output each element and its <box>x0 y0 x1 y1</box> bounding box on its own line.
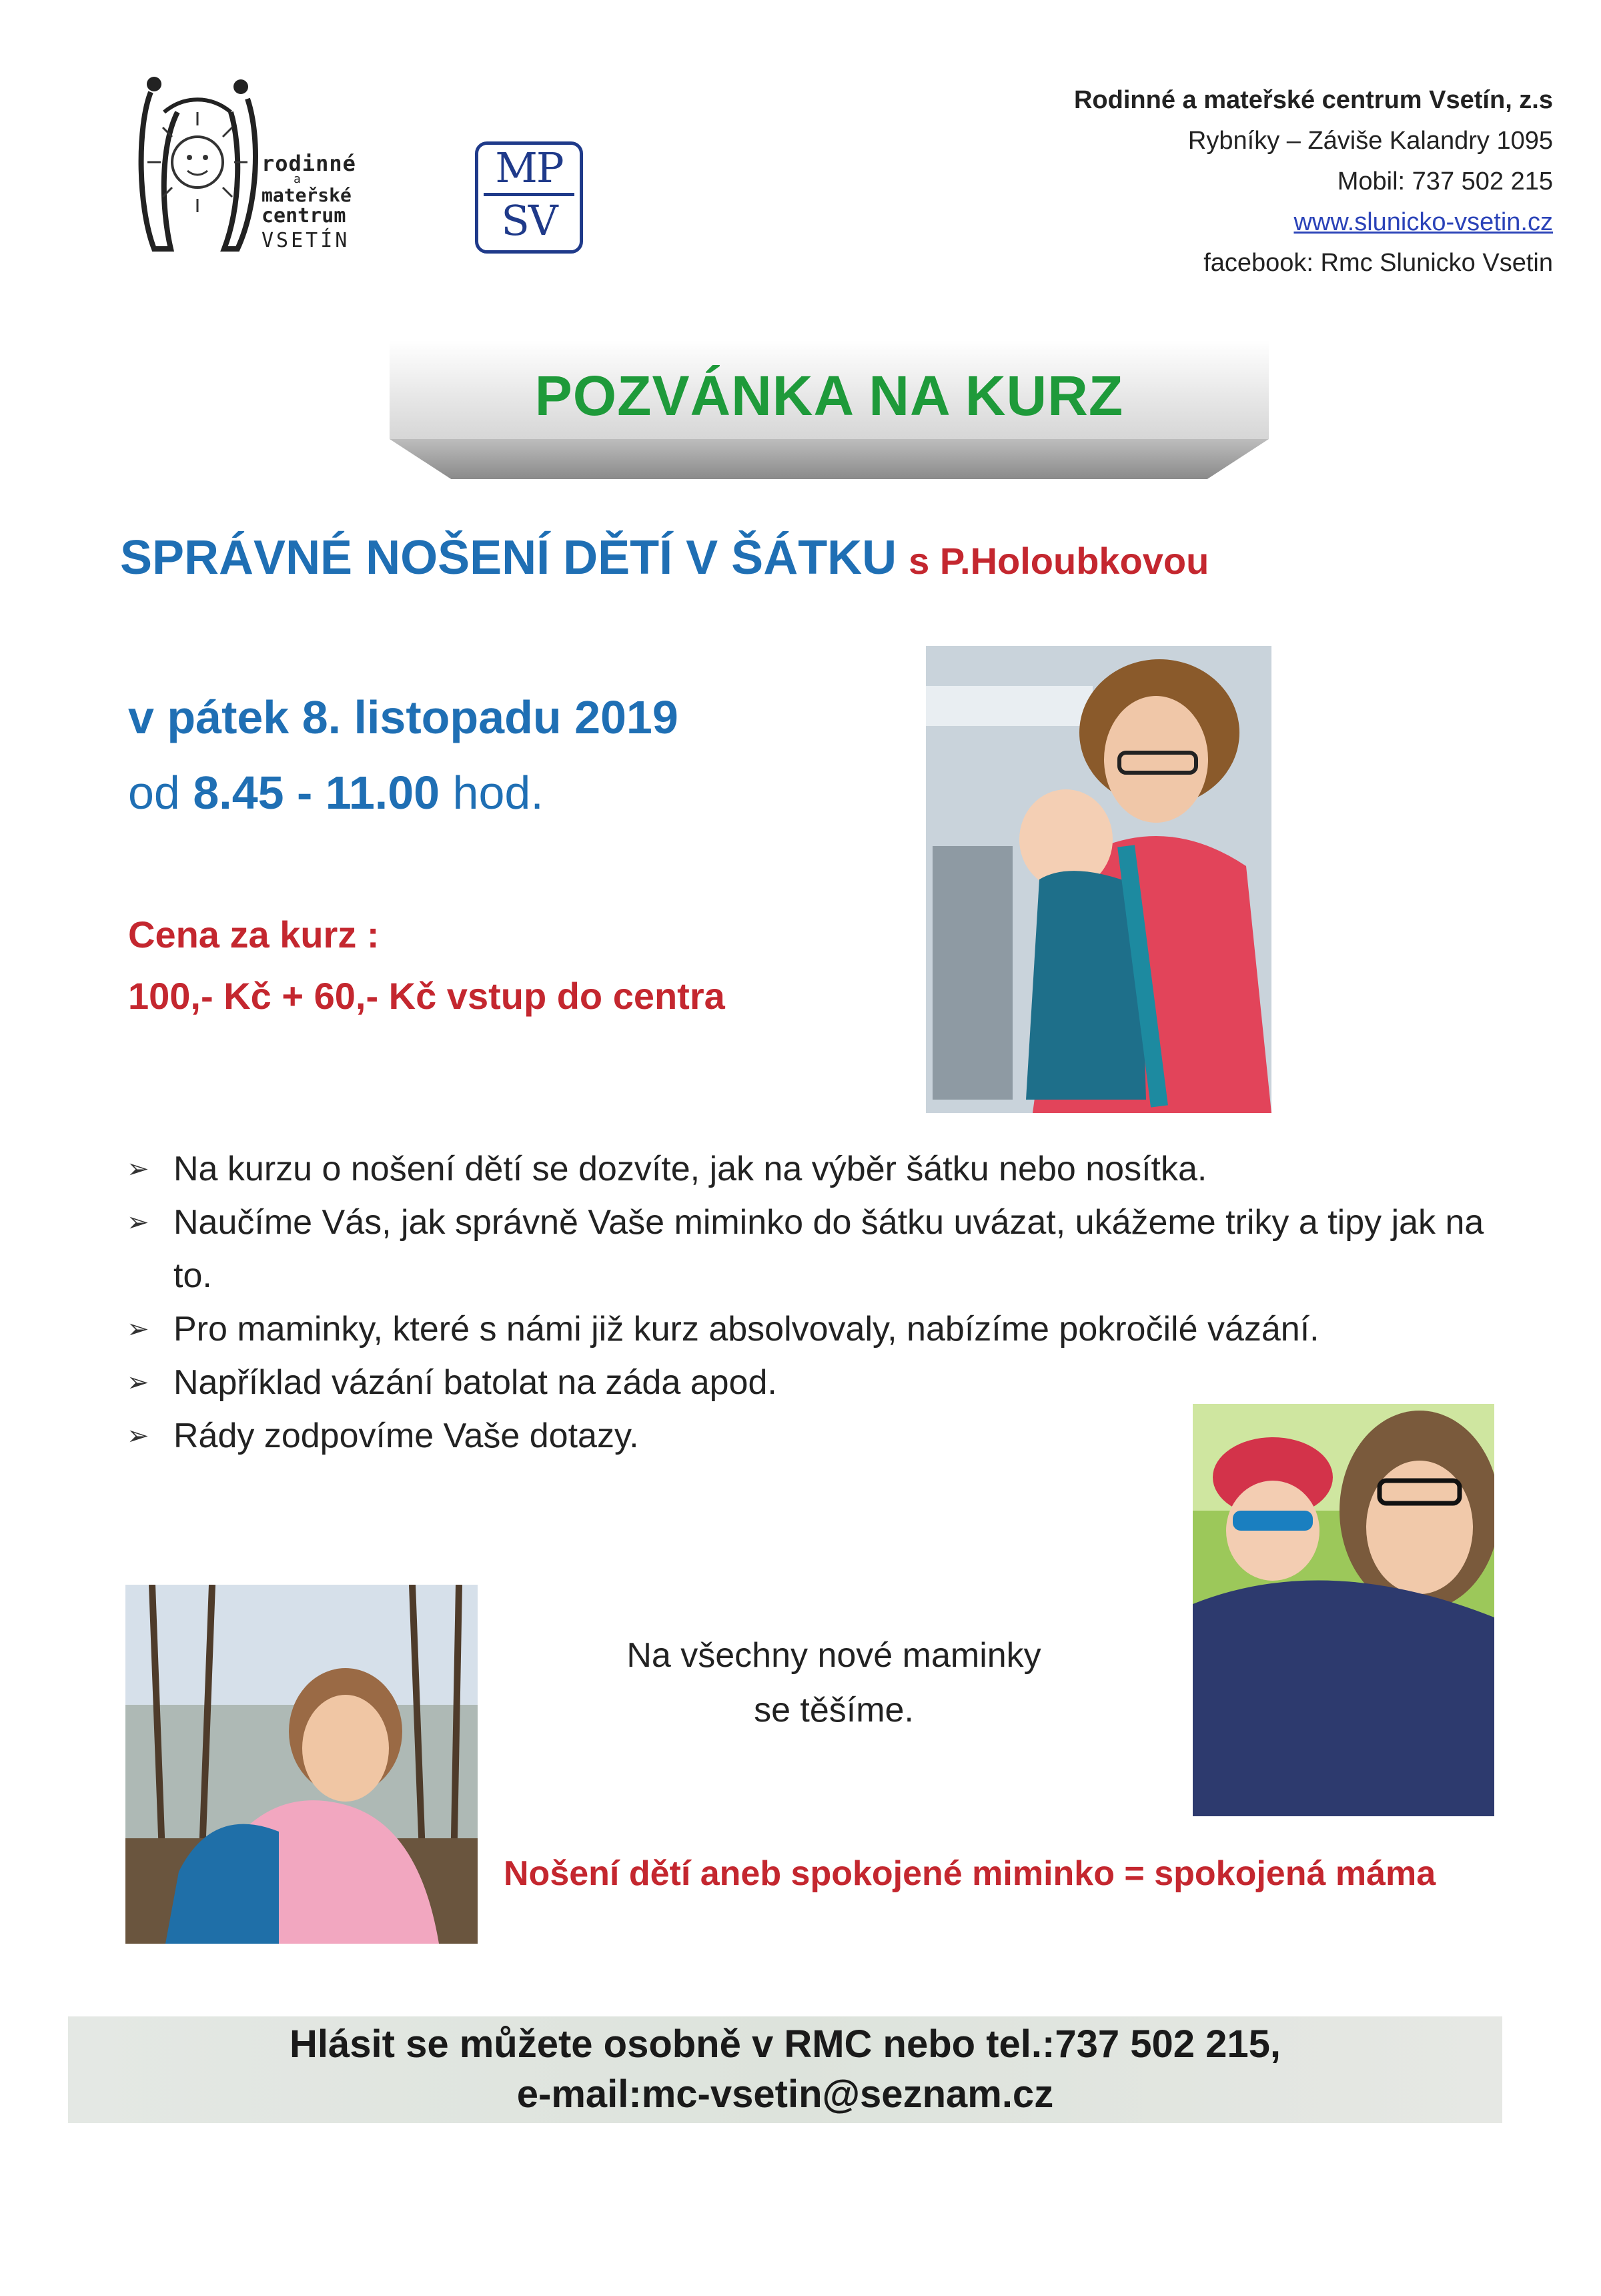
logo-text-line5: VSETÍN <box>261 229 350 252</box>
photo-mother-with-toddler <box>1193 1404 1494 1816</box>
mpsv-logo <box>475 141 583 254</box>
greeting-line2: se těšíme. <box>754 1691 914 1730</box>
course-title <box>120 530 1209 585</box>
list-item: ➢ Rády zodpovíme Vaše dotazy. <box>127 1409 1501 1463</box>
arrow-bullet-icon: ➢ <box>127 1368 149 1397</box>
list-item: ➢ Na kurzu o nošení dětí se dozvíte, jak na výběr šátku nebo nosítka. <box>127 1142 1501 1196</box>
logo-text-line3: mateřské <box>261 184 352 206</box>
logo-text-line2: a <box>294 172 301 186</box>
price-value: 100,- Kč + 60,- Kč vstup do centra <box>128 975 725 1017</box>
course-lecturer: s P.Holoubkovou <box>909 540 1209 582</box>
footer-email-line: e-mail:mc-vsetin@seznam.cz <box>516 2072 1054 2116</box>
greeting <box>567 1628 1101 1738</box>
course-time-prefix: od <box>128 767 180 819</box>
contact-facebook: facebook: Rmc Slunicko Vsetin <box>1203 249 1553 277</box>
list-item: ➢ Například vázání batolat na záda apod. <box>127 1356 1501 1409</box>
arrow-bullet-icon: ➢ <box>127 1154 149 1184</box>
contact-org: Rodinné a mateřské centrum Vsetín, z.s <box>1073 86 1553 114</box>
list-item: ➢ Pro maminky, které s námi již kurz absolvovaly, nabízíme pokročilé vázání. <box>127 1302 1501 1356</box>
course-title-text: SPRÁVNÉ NOŠENÍ DĚTÍ V ŠÁTKU <box>120 531 897 585</box>
course-date: v pátek 8. listopadu 2019 <box>128 691 678 743</box>
contact-address: Rybníky – Záviše Kalandry 1095 <box>1187 127 1553 155</box>
contact-phone: Mobil: 737 502 215 <box>1337 167 1553 196</box>
contact-block <box>1074 80 1553 284</box>
arrow-bullet-icon: ➢ <box>127 1314 149 1344</box>
photo-mother-with-baby <box>926 646 1271 1113</box>
arrow-bullet-icon: ➢ <box>127 1208 149 1237</box>
photo-mother-in-forest <box>125 1585 478 1944</box>
arrow-bullet-icon: ➢ <box>127 1421 149 1451</box>
course-time-value: 8.45 - 11.00 <box>193 767 440 819</box>
footer-contact-line: Hlásit se můžete osobně v RMC nebo tel.:737 502 215, <box>290 2022 1281 2066</box>
logo-text-line1: rodinné <box>261 151 356 176</box>
title-banner-bevel <box>390 439 1269 479</box>
course-time-suffix: hod. <box>452 767 544 819</box>
mpsv-logo-top: MP <box>495 143 563 192</box>
contact-web-link[interactable]: www.slunicko-vsetin.cz <box>1293 208 1553 236</box>
list-item: ➢ Naučíme Vás, jak správně Vaše miminko do šátku uvázat, ukážeme triky a tipy jak na to. <box>127 1196 1501 1302</box>
mpsv-logo-bottom: SV <box>501 196 557 245</box>
course-time <box>128 766 544 819</box>
banner-title: POZVÁNKA NA KURZ <box>534 364 1124 427</box>
price-label: Cena za kurz : <box>128 913 380 955</box>
slogan: Nošení dětí aneb spokojené miminko = spokojená máma <box>504 1854 1436 1893</box>
logo-text-line4: centrum <box>261 204 346 228</box>
greeting-line1: Na všechny nové maminky <box>626 1636 1041 1675</box>
